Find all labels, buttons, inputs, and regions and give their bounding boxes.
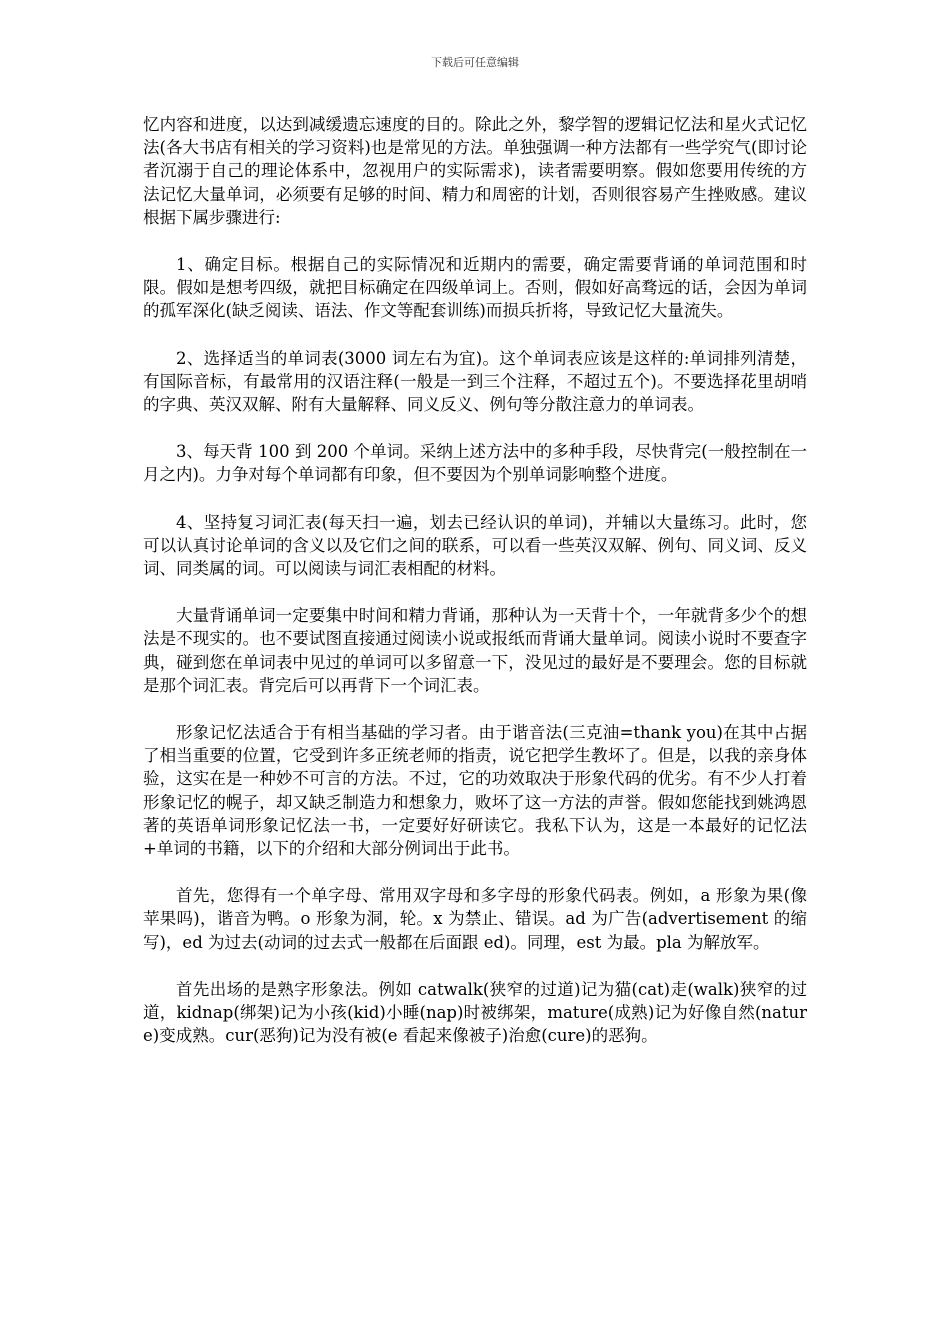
paragraph-step-1: 1、确定目标。根据自己的实际情况和近期内的需要，确定需要背诵的单词范围和时限。假如是想考四级，就把目标确定在四级单词上。否则，假如好高骛远的话，会因为单词的孤军深化(缺乏阅读、语法、作文等配套训练)而损兵折将，导致记忆大量流失。 [143, 255, 807, 321]
document-body [143, 113, 807, 1072]
paragraph-step-2: 2、选择适当的单词表(3000 词左右为宜)。这个单词表应该是这样的:单词排列清楚，有国际音标，有最常用的汉语注释(一般是一到三个注释，不超过五个)。不要选择花里胡哨的字典、英汉双解、附有大量解释、同义反义、例句等分散注意力的单词表。 [143, 348, 807, 415]
paragraph-familiar-word-method: 首先出场的是熟字形象法。例如 catwalk(狭窄的过道)记为猫(cat)走(walk)狭窄的过道，kidnap(绑架)记为小孩(kid)小睡(nap)时被绑架，mature(成熟)记为好像自然(nature)变成熟。cur(恶狗)记为没有被(e 看起来像被子)治愈(cure)的恶狗。 [143, 979, 807, 1046]
paragraph-step-3: 3、每天背 100 到 200 个单词。采纳上述方法中的多种手段，尽快背完(一般控制在一月之内)。力争对每个单词都有印象，但不要因为个别单词影响整个进度。 [143, 442, 807, 485]
page-header: 下载后可任意编辑 [431, 56, 519, 69]
paragraph-step-4: 4、坚持复习词汇表(每天扫一遍，划去已经认识的单词)，并辅以大量练习。此时，您可以认真讨论单词的含义以及它们之间的联系，可以看一些英汉双解、例句、同义词、反义词、同类属的词。可以阅读与词汇表相配的材料。 [143, 512, 807, 579]
paragraph-image-memory: 形象记忆法适合于有相当基础的学习者。由于谐音法(三克油=thank you)在其中占据了相当重要的位置，它受到许多正统老师的指责，说它把学生教坏了。但是，以我的亲身体验，这实在是一种妙不可言的方法。不过，它的功效取决于形象代码的优劣。有不少人打着形象记忆的幌子，却又缺乏制造力和想象力，败坏了这一方法的声誉。假如您能找到姚鸿恩著的英语单词形象记忆法一书，一定要好好研读它。我私下认为，这是一本最好的记忆法+单词的书籍，以下的介绍和大部分例词出于此书。 [143, 723, 807, 859]
paragraph-continuation: 忆内容和进度，以达到减缓遗忘速度的目的。除此之外，黎学智的逻辑记忆法和星火式记忆法(各大书店有相关的学习资料)也是常见的方法。单独强调一种方法都有一些学究气(即讨论者沉溺于自己的理论体系中，忽视用户的实际需求)，读者需要明察。假如您要用传统的方法记忆大量单词，必须要有足够的时间、精力和周密的计划，否则很容易产生挫败感。建议根据下属步骤进行: [143, 115, 807, 227]
paragraph-mass-memorization: 大量背诵单词一定要集中时间和精力背诵，那种认为一天背十个，一年就背多少个的想法是不现实的。也不要试图直接通过阅读小说或报纸而背诵大量单词。阅读小说时不要查字典，碰到您在单词表中见过的单词可以多留意一下，没见过的最好是不要理会。您的目标就是那个词汇表。背完后可以再背下一个词汇表。 [143, 606, 807, 695]
paragraph-image-codes: 首先，您得有一个单字母、常用双字母和多字母的形象代码表。例如，a 形象为果(像苹果吗)，谐音为鸭。o 形象为洞，轮。x 为禁止、错误。ad 为广告(advertisement 的缩写)，ed 为过去(动词的过去式一般都在后面跟 ed)。同理，est 为最。pla 为解放军。 [143, 886, 807, 952]
